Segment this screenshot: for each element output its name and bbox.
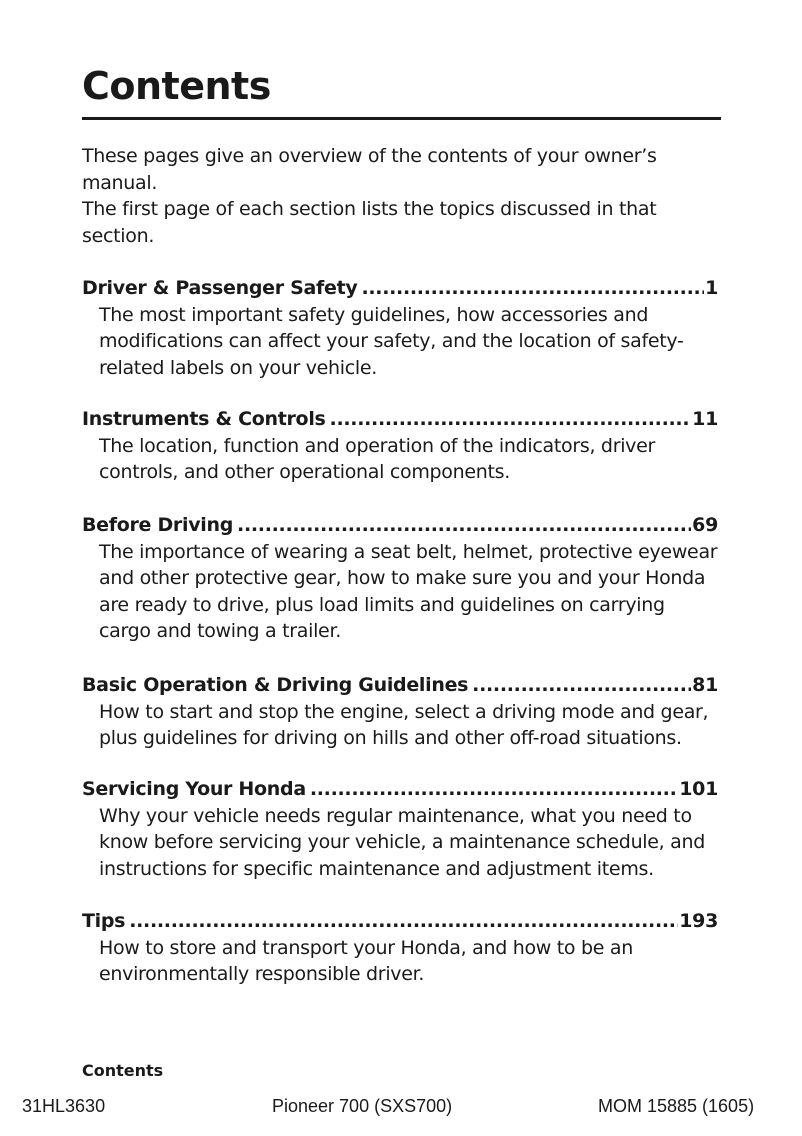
toc-entry-heading[interactable] bbox=[82, 908, 718, 935]
toc-entry-page[interactable]: 81 bbox=[692, 674, 718, 696]
toc-entry-servicing-your-honda[interactable] bbox=[82, 776, 718, 882]
toc-entry-description: Why your vehicle needs regular maintenance, what you need to know before servicing your vehicle, a maintenance schedule, and instructions for specific maintenance and adjustment items. bbox=[99, 804, 706, 880]
toc-entry-heading[interactable] bbox=[82, 275, 718, 302]
toc-entry-page[interactable]: 69 bbox=[692, 514, 718, 536]
toc-entry-description: How to start and stop the engine, select a driving mode and gear, plus guidelines for driving on hills and other off-road situations. bbox=[99, 700, 709, 749]
toc-entry-title[interactable]: Driver & Passenger Safety bbox=[82, 277, 358, 299]
toc-entry-page[interactable]: 11 bbox=[692, 408, 718, 430]
toc-entry-title[interactable]: Tips bbox=[82, 910, 126, 932]
page-title: Contents bbox=[82, 64, 271, 108]
toc-entry-title[interactable]: Instruments & Controls bbox=[82, 408, 326, 430]
intro-paragraph: The first page of each section lists the topics discussed in that section. bbox=[82, 198, 657, 247]
toc-entry-instruments-controls[interactable] bbox=[82, 406, 718, 486]
toc-entry-driver-passenger-safety[interactable] bbox=[82, 275, 718, 381]
toc-entry-description: How to store and transport your Honda, and how to be an environmentally responsible driver. bbox=[99, 936, 633, 985]
dot-leader bbox=[330, 406, 692, 433]
toc-entry-page[interactable]: 193 bbox=[679, 910, 718, 932]
intro-text bbox=[82, 143, 712, 249]
toc-entry-title[interactable]: Before Driving bbox=[82, 514, 234, 536]
dot-leader bbox=[472, 672, 691, 699]
dot-leader bbox=[310, 776, 678, 803]
footer-code-left: 31HL3630 bbox=[22, 1096, 106, 1116]
toc-entry-page[interactable]: 101 bbox=[679, 778, 718, 800]
toc-entry-heading[interactable] bbox=[82, 672, 718, 699]
intro-paragraph: These pages give an overview of the contents of your owner’s manual. bbox=[82, 145, 657, 194]
toc-entry-heading[interactable] bbox=[82, 776, 718, 803]
footer-model: Pioneer 700 (SXS700) bbox=[272, 1096, 453, 1116]
title-rule bbox=[82, 117, 721, 120]
dot-leader bbox=[361, 275, 704, 302]
toc-entry-title[interactable]: Servicing Your Honda bbox=[82, 778, 306, 800]
toc-entry-heading[interactable] bbox=[82, 512, 718, 539]
toc-entry-tips[interactable] bbox=[82, 908, 718, 988]
footer-code-right: MOM 15885 (1605) bbox=[598, 1096, 755, 1116]
footer-section-label: Contents bbox=[82, 1061, 164, 1080]
toc-entry-description: The most important safety guidelines, how accessories and modifications can affect your safety, and the location of safety-related labels on your vehicle. bbox=[99, 303, 684, 379]
toc-entry-basic-operation[interactable] bbox=[82, 672, 718, 752]
toc-entry-heading[interactable] bbox=[82, 406, 718, 433]
toc-entry-title[interactable]: Basic Operation & Driving Guidelines bbox=[82, 674, 469, 696]
dot-leader bbox=[129, 908, 678, 935]
toc-entry-description: The location, function and operation of the indicators, driver controls, and other operational components. bbox=[99, 434, 656, 483]
toc-entry-page[interactable]: 1 bbox=[705, 277, 718, 299]
dot-leader bbox=[237, 512, 691, 539]
toc-entry-before-driving[interactable] bbox=[82, 512, 718, 645]
toc-entry-description: The importance of wearing a seat belt, helmet, protective eyewear and other protective gear, how to make sure you and your Honda are ready to drive, plus load limits and guidelines on carrying cargo and towing a trailer. bbox=[99, 540, 718, 642]
